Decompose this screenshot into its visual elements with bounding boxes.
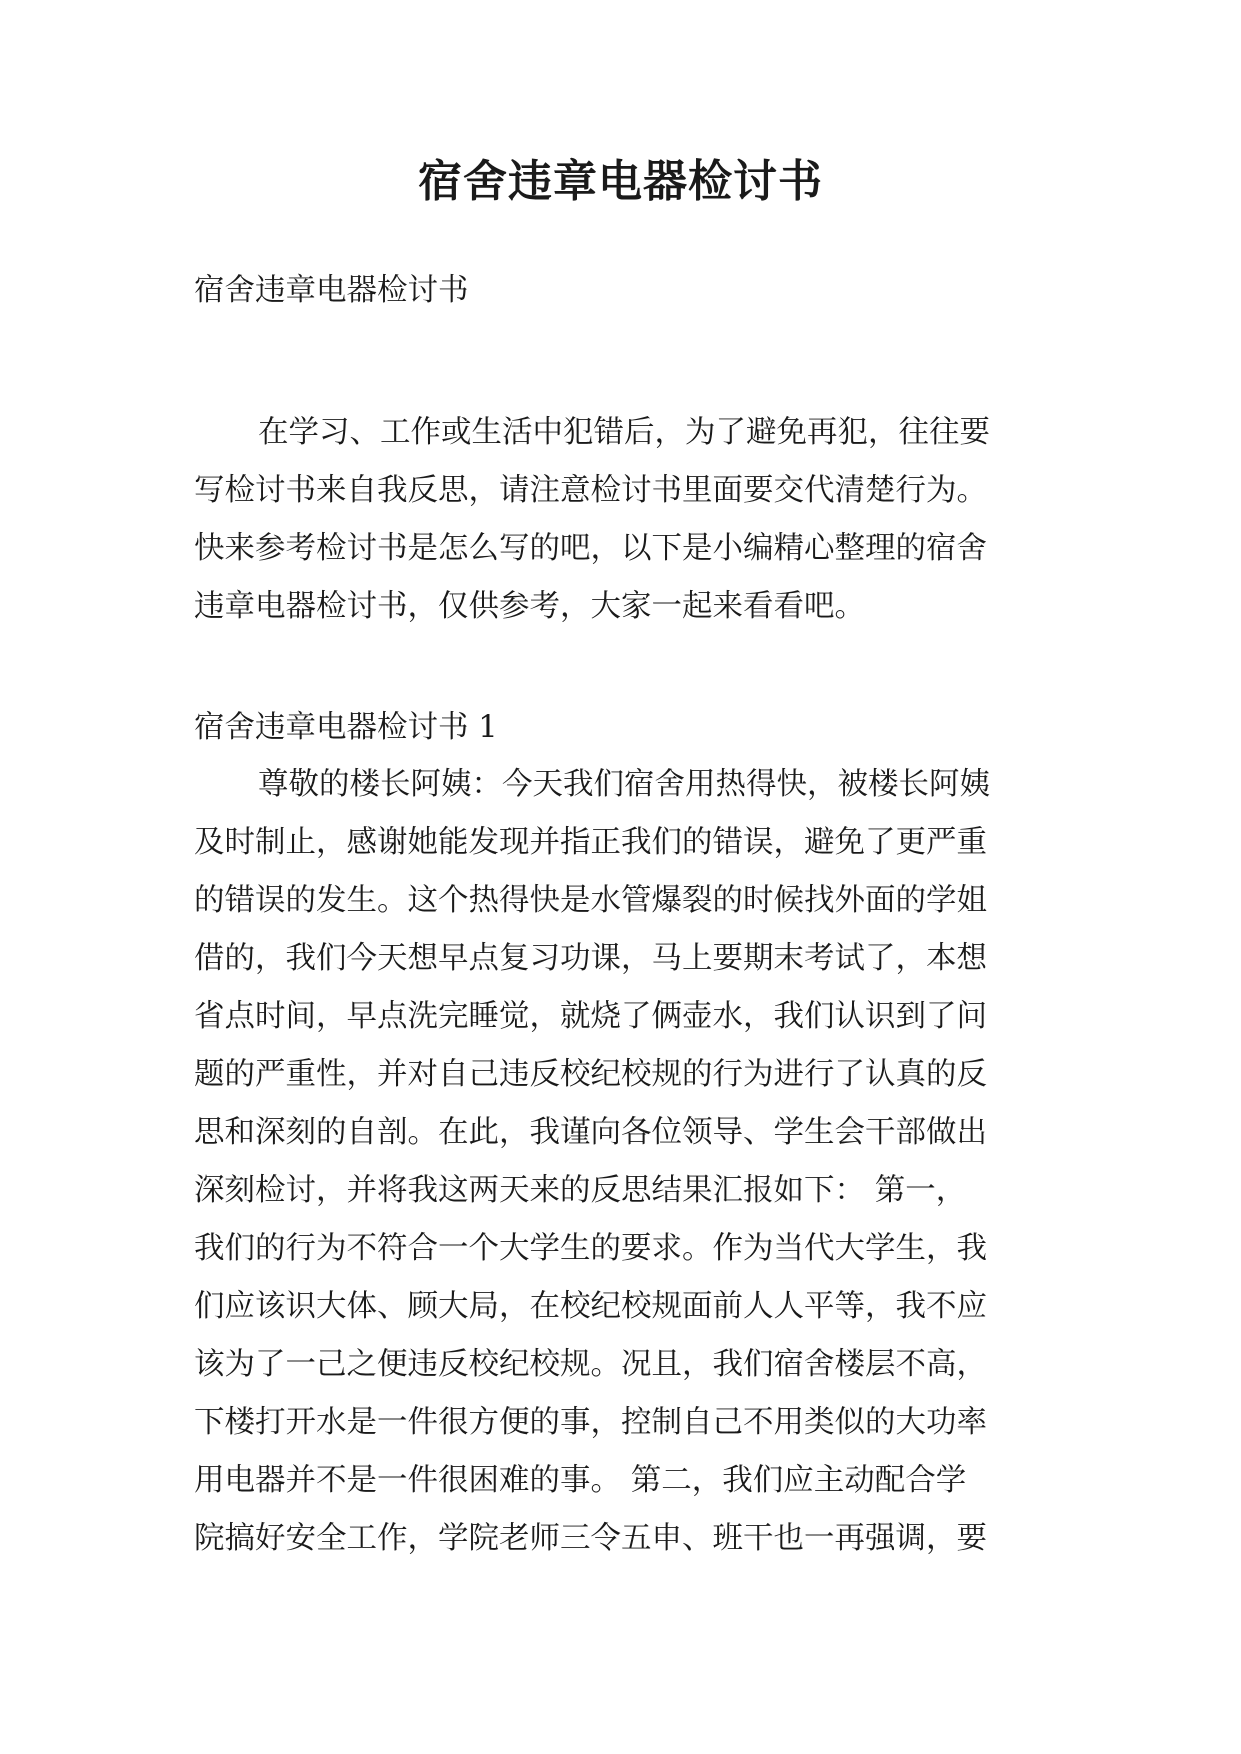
body-line: 我们的行为不符合一个大学生的要求。作为当代大学生，我 [194, 1231, 987, 1266]
section-body-paragraph [194, 756, 1094, 1568]
body-line: 借的，我们今天想早点复习功课，马上要期末考试了，本想 [194, 941, 987, 976]
body-line: 省点时间，早点洗完睡觉，就烧了俩壶水，我们认识到了问 [194, 999, 987, 1034]
subtitle-text: 宿舍违章电器检讨书 [194, 273, 469, 308]
intro-line: 在学习、工作或生活中犯错后，为了避免再犯，往往要 [258, 415, 990, 450]
body-line: 思和深刻的自剖。在此，我谨向各位领导、学生会干部做出 [194, 1115, 987, 1150]
page-title: 宿舍违章电器检讨书 [418, 156, 823, 207]
section-heading-text: 宿舍违章电器检讨书 1 [194, 710, 498, 745]
body-line: 的错误的发生。这个热得快是水管爆裂的时候找外面的学姐 [194, 883, 987, 918]
intro-line: 违章电器检讨书，仅供参考，大家一起来看看吧。 [194, 589, 865, 624]
intro-line: 写检讨书来自我反思，请注意检讨书里面要交代清楚行为。 [194, 473, 987, 508]
intro-line: 快来参考检讨书是怎么写的吧，以下是小编精心整理的宿舍 [194, 531, 987, 566]
body-line: 该为了一己之便违反校纪校规。况且，我们宿舍楼层不高， [194, 1347, 987, 1382]
body-line: 用电器并不是一件很困难的事。 第二，我们应主动配合学 [194, 1463, 967, 1498]
body-line: 及时制止，感谢她能发现并指正我们的错误，避免了更严重 [194, 825, 987, 860]
intro-paragraph [194, 404, 1094, 636]
body-line: 深刻检讨，并将我这两天来的反思结果汇报如下： 第一， [194, 1173, 967, 1208]
body-line: 下楼打开水是一件很方便的事，控制自己不用类似的大功率 [194, 1405, 987, 1440]
document-subtitle [194, 262, 1094, 320]
body-line: 尊敬的楼长阿姨：今天我们宿舍用热得快，被楼长阿姨 [258, 767, 990, 802]
section-heading [194, 699, 1094, 757]
body-line: 院搞好安全工作，学院老师三令五申、班干也一再强调，要 [194, 1521, 987, 1556]
body-line: 们应该识大体、顾大局，在校纪校规面前人人平等，我不应 [194, 1289, 987, 1324]
body-line: 题的严重性，并对自己违反校纪校规的行为进行了认真的反 [194, 1057, 987, 1092]
